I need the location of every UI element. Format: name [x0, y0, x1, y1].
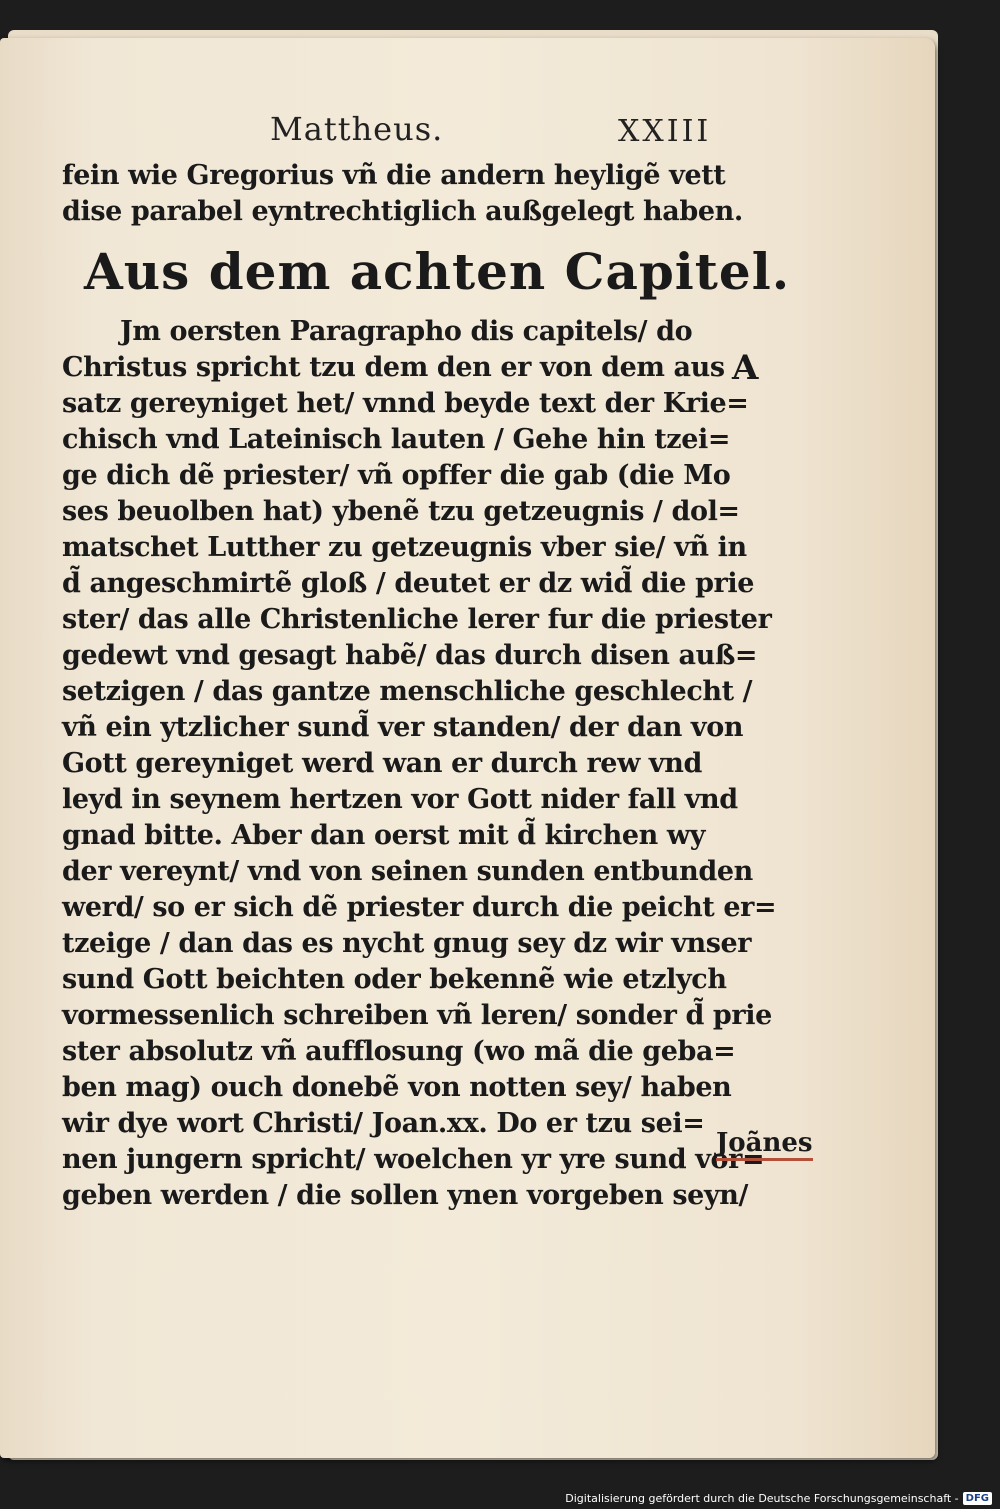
text-line: wir dye wort Christi/ Joan.xx. Do er tzu sei= [62, 1108, 705, 1139]
text-line: Christus spricht tzu dem den er von dem aus [62, 352, 725, 383]
text-line: satz gereyniget het/ vnnd beyde text der Krie= [62, 388, 749, 419]
text-line: ben mag) ouch donebẽ von notten sey/ haben [62, 1072, 732, 1103]
text-line: fein wie Gregorius vñ die andern heyligẽ vett [62, 160, 726, 191]
running-head: Mattheus. [270, 110, 444, 148]
text-line: vormessenlich schreiben vñ leren/ sonder d̃ prie [62, 1000, 772, 1031]
digitization-footer [565, 1492, 992, 1505]
text-line: der vereynt/ vnd von seinen sunden entbunden [62, 856, 753, 887]
text-line: gnad bitte. Aber dan oerst mit d̃ kirchen wy [62, 820, 706, 851]
text-line: dise parabel eyntrechtiglich außgelegt haben. [62, 196, 743, 227]
text-line: gedewt vnd gesagt habẽ/ das durch disen auß= [62, 640, 758, 671]
margin-note-joanes: Joãnes [716, 1128, 813, 1161]
text-line: Jm oersten Paragrapho dis capitels/ do [120, 316, 693, 347]
text-line: werd/ so er sich dẽ priester durch die peicht er= [62, 892, 777, 923]
margin-note-a: A [732, 348, 759, 388]
text-line: geben werden / die sollen ynen vorgeben seyn/ [62, 1180, 748, 1211]
folio-number: XXIII [618, 114, 712, 149]
text-line: nen jungern spricht/ woelchen yr yre sund vor= [62, 1144, 765, 1175]
dfg-logo: DFG [963, 1492, 992, 1505]
text-line: ster/ das alle Christenliche lerer fur die priester [62, 604, 772, 635]
text-line: setzigen / das gantze menschliche geschlecht / [62, 676, 753, 707]
text-line: matschet Lutther zu getzeugnis vber sie/ vñ in [62, 532, 747, 563]
text-line: leyd in seynem hertzen vor Gott nider fall vnd [62, 784, 738, 815]
text-line: chisch vnd Lateinisch lauten / Gehe hin tzei= [62, 424, 731, 455]
text-line: ster absolutz vñ aufflosung (wo mã die geba= [62, 1036, 736, 1067]
text-line: vñ ein ytzlicher sund̃ ver standen/ der dan von [62, 712, 744, 743]
text-line: ge dich dẽ priester/ vñ opffer die gab (die Mo [62, 460, 731, 491]
text-line: sund Gott beichten oder bekennẽ wie etzlych [62, 964, 727, 995]
chapter-heading: Aus dem achten Capitel. [84, 242, 791, 301]
text-line: ses beuolben hat) ybenẽ tzu getzeugnis / dol= [62, 496, 740, 527]
text-line: tzeige / dan das es nycht gnug sey dz wir vnser [62, 928, 752, 959]
text-line: Gott gereyniget werd wan er durch rew vnd [62, 748, 702, 779]
text-line: d̃ angeschmirtẽ gloß / deutet er dz wid̃ die prie [62, 568, 755, 599]
footer-credit-text: Digitalisierung gefördert durch die Deutsche Forschungsgemeinschaft - [565, 1492, 959, 1505]
